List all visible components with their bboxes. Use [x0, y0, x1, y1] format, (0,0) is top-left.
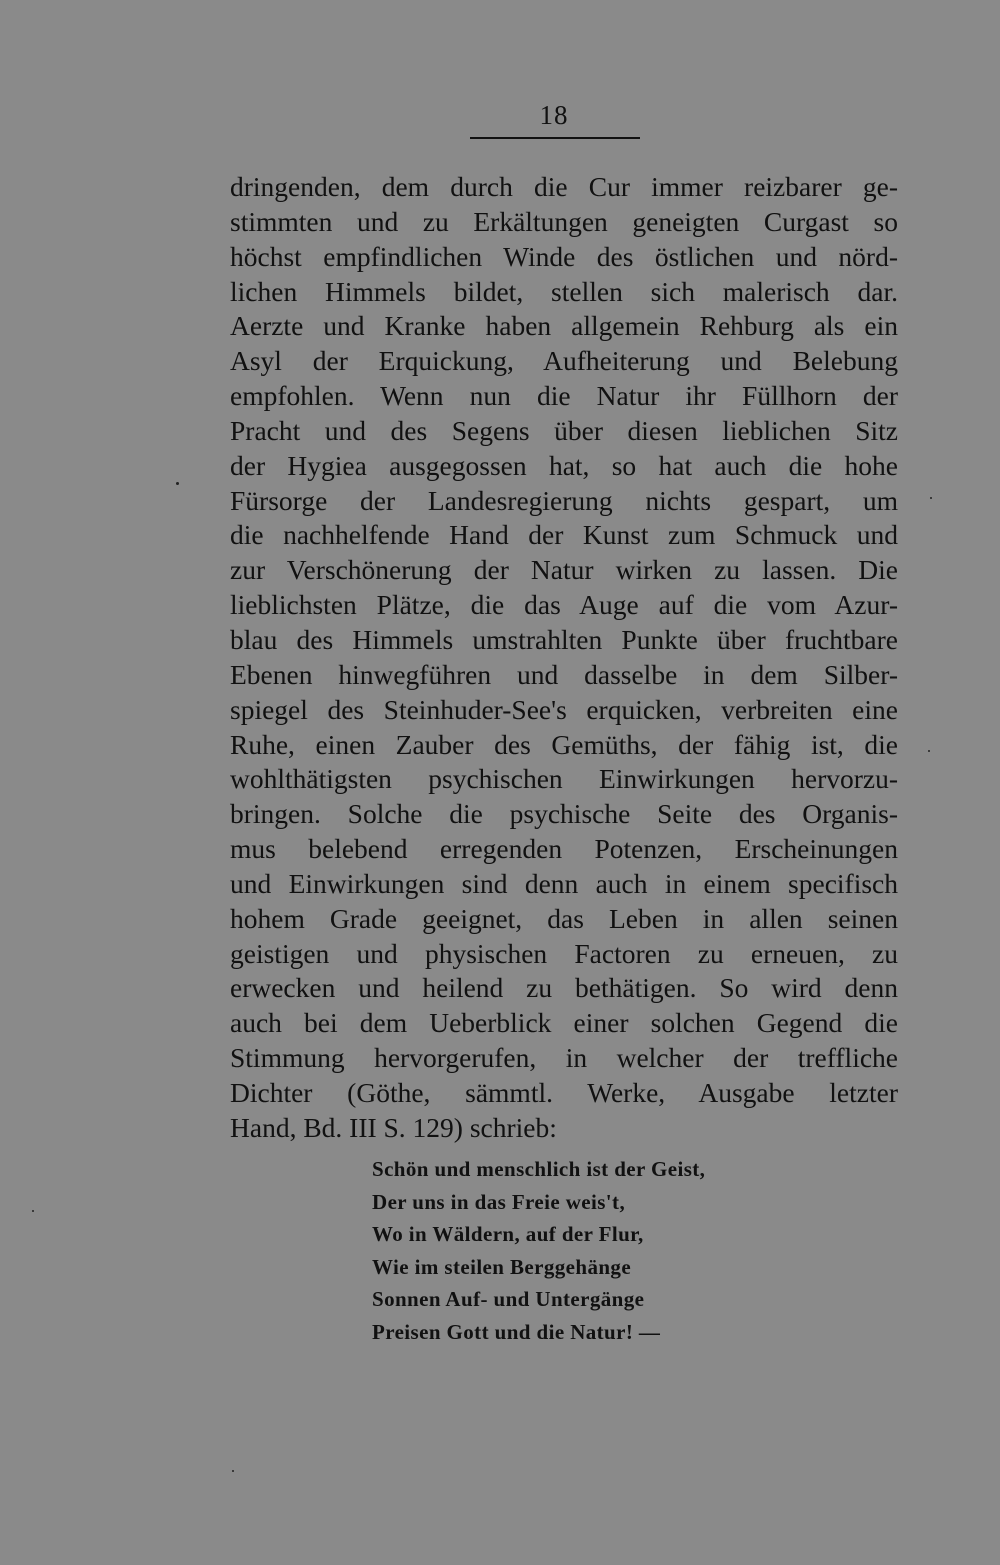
body-line: mus belebend erregenden Potenzen, Erscheinungen: [230, 833, 898, 865]
body-line: lieblichsten Plätze, die das Auge auf die vom Azur-: [230, 589, 898, 621]
body-line: Pracht und des Segens über diesen lieblichen Sitz: [230, 414, 898, 446]
poem-line: Preisen Gott und die Natur! —: [372, 1319, 661, 1344]
body-line: bringen. Solche die psychische Seite des Organis-: [230, 798, 898, 830]
scan-speck: [232, 1470, 234, 1472]
body-line: höchst empfindlichen Winde des östlichen und nörd-: [230, 240, 898, 272]
body-line: Aerzte und Kranke haben allgemein Rehburg als ein: [230, 310, 898, 342]
body-line: die nachhelfende Hand der Kunst zum Schmuck und: [230, 519, 898, 551]
body-line: erwecken und heilend zu bethätigen. So wird denn: [230, 972, 898, 1004]
body-line: Hand, Bd. III S. 129) schrieb:: [230, 1111, 557, 1143]
scan-speck: [176, 482, 179, 485]
header-rule: [470, 137, 640, 139]
body-line: stimmten und zu Erkältungen geneigten Curgast so: [230, 205, 898, 237]
body-line: Stimmung hervorgerufen, in welcher der treffliche: [230, 1042, 898, 1074]
scan-speck: [928, 750, 930, 752]
scan-speck: [930, 497, 932, 499]
body-line: dringenden, dem durch die Cur immer reizbarer ge-: [230, 171, 898, 202]
scan-speck: [32, 1210, 34, 1212]
body-line: Dichter (Göthe, sämmtl. Werke, Ausgabe letzter: [230, 1076, 898, 1108]
body-line: auch bei dem Ueberblick einer solchen Gegend die: [230, 1007, 898, 1039]
body-line: empfohlen. Wenn nun die Natur ihr Füllhorn der: [230, 380, 898, 412]
body-line: der Hygiea ausgegossen hat, so hat auch die hohe: [230, 449, 898, 481]
page-number: 18: [539, 100, 569, 130]
body-line: lichen Himmels bildet, stellen sich malerisch dar.: [230, 275, 898, 307]
body-line: Fürsorge der Landesregierung nichts gespart, um: [230, 484, 898, 516]
body-line: geistigen und physischen Factoren zu erneuen, zu: [230, 937, 898, 969]
poem-line: Schön und menschlich ist der Geist,: [372, 1157, 706, 1181]
body-line: spiegel des Steinhuder-See's erquicken, verbreiten eine: [230, 693, 898, 725]
body-line: Ebenen hinwegführen und dasselbe in dem Silber-: [230, 658, 898, 690]
poem-line: Wie im steilen Berggehänge: [372, 1254, 632, 1279]
body-line: blau des Himmels umstrahlten Punkte über fruchtbare: [230, 623, 898, 655]
body-line: und Einwirkungen sind denn auch in einem specifisch: [230, 867, 898, 899]
body-line: Asyl der Erquickung, Aufheiterung und Belebung: [230, 345, 898, 377]
body-line: Ruhe, einen Zauber des Gemüths, der fähig ist, die: [230, 728, 898, 760]
body-paragraph: [230, 170, 898, 1146]
body-line: hohem Grade geeignet, das Leben in allen seinen: [230, 902, 898, 934]
body-line: zur Verschönerung der Natur wirken zu lassen. Die: [230, 554, 898, 586]
poem-line: Der uns in das Freie weis't,: [372, 1189, 626, 1214]
body-line: wohlthätigsten psychischen Einwirkungen hervorzu-: [230, 763, 898, 795]
poem-line: Sonnen Auf- und Untergänge: [372, 1287, 645, 1312]
poem-line: Wo in Wäldern, auf der Flur,: [372, 1222, 644, 1247]
poem-quotation: [372, 1153, 705, 1349]
